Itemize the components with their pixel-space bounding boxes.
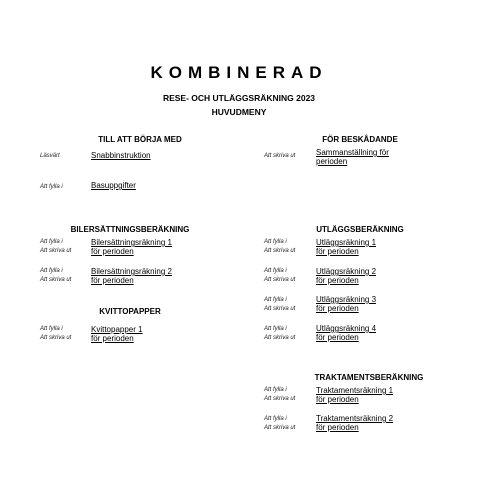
link-traktamente-1[interactable]: Traktamentsräkning 1 för perioden [316,386,394,404]
link-bilersattning-1[interactable]: Bilersättningsräkning 1 för perioden [91,238,172,256]
link-bilersattning-2[interactable]: Bilersättningsräkning 2 för perioden [91,267,172,285]
section-heading-receipt: KVITTOPAPPER [99,307,161,316]
link-basuppgifter[interactable]: Basuppgifter [91,181,136,190]
link-snabbinstruktion[interactable]: Snabbinstruktion [91,151,151,160]
item-label-fill: Att fylla i Att skriva ut [264,297,296,312]
item-label-fill: Att fylla i Att skriva ut [264,387,296,402]
link-utlagg-3[interactable]: Utläggsräkning 3 för perioden [316,295,377,313]
section-heading-car: BILERSÄTTNINGSBERÄKNING [70,225,190,234]
section-heading-view: FÖR BESKÅDANDE [322,135,398,144]
item-label-fill: Att fylla i Att skriva ut [40,268,72,283]
link-utlagg-4[interactable]: Utläggsräkning 4 för perioden [316,324,377,342]
page-title: KOMBINERAD [150,63,328,82]
item-label-fill: Att fylla i Att skriva ut [264,268,296,283]
link-kvittopapper-1[interactable]: Kvittopapper 1 för perioden [91,325,143,343]
link-traktamente-2[interactable]: Traktamentsräkning 2 för perioden [316,414,394,432]
item-label: Läsvärt [40,153,60,159]
item-label-fill: Att fylla i Att skriva ut [264,326,296,341]
link-sammanstallning[interactable]: Sammanställning för perioden [316,148,389,166]
menu-title: HUVUDMENY [211,107,267,117]
item-label-fill: Att fylla i Att skriva ut [40,239,72,254]
section-heading-start: TILL ATT BÖRJA MED [98,135,182,144]
link-utlagg-2[interactable]: Utläggsräkning 2 för perioden [316,267,377,285]
section-heading-allowance: TRAKTAMENTSBERÄKNING [314,373,424,382]
section-heading-expense: UTLÄGGSBERÄKNING [316,225,404,234]
item-label-fill: Att fylla i Att skriva ut [264,416,296,431]
link-utlagg-1[interactable]: Utläggsräkning 1 för perioden [316,238,377,256]
item-label-fill: Att fylla i Att skriva ut [264,239,296,254]
item-label: Att skriva ut [264,153,296,159]
item-label-fill: Att fylla i Att skriva ut [40,326,72,341]
item-label: Att fylla i [40,184,63,190]
page-subtitle: RESE- OCH UTLÄGGSRÄKNING 2023 [162,93,316,103]
